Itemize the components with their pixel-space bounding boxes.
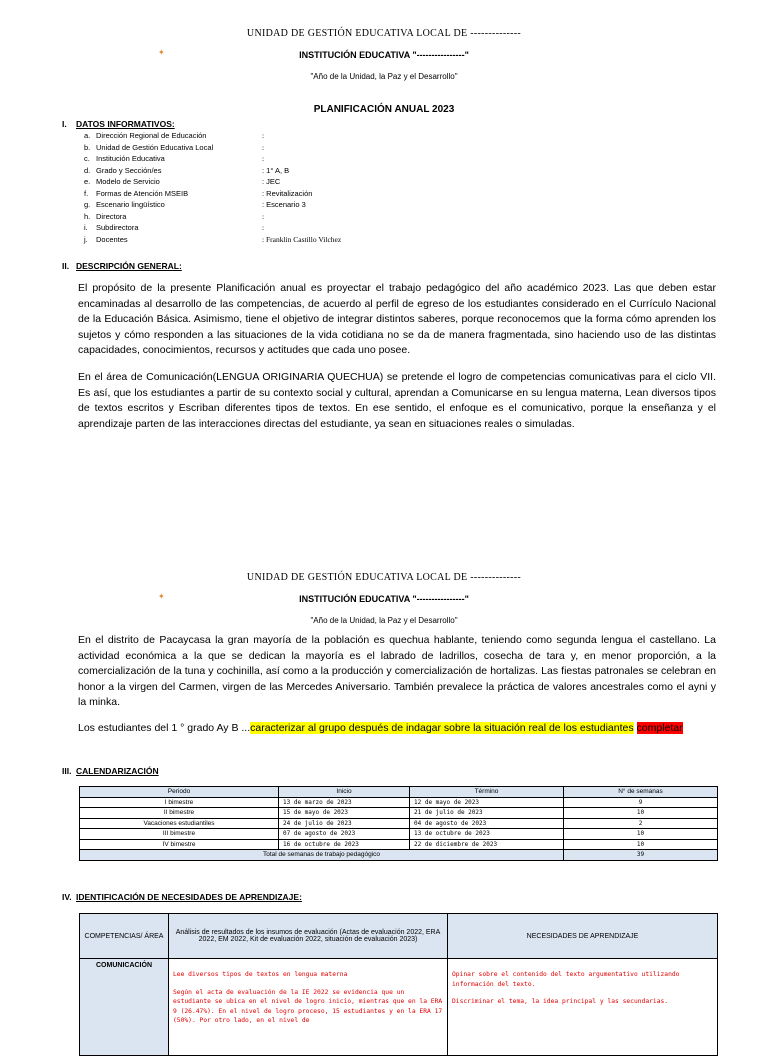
calendar-table xyxy=(79,786,718,861)
cell-semanas: 10 xyxy=(564,839,718,850)
document-title: PLANIFICACIÓN ANUAL 2023 xyxy=(313,104,455,115)
cell-inicio: 16 de octubre de 2023 xyxy=(279,839,410,850)
list-item xyxy=(84,153,341,165)
item-value: : xyxy=(262,131,265,140)
student-characterization-paragraph xyxy=(78,721,716,737)
column-header-necesidades: NECESIDADES DE APRENDIZAJE xyxy=(448,914,718,959)
characterization-text: Los estudiantes del 1 ° grado Ay B ... xyxy=(78,722,251,734)
section-title: CALENDARIZACIÓN xyxy=(76,766,159,776)
item-letter: f. xyxy=(84,188,89,198)
list-item xyxy=(84,199,341,211)
cell-inicio: 13 de marzo de 2023 xyxy=(279,797,410,808)
item-value: : xyxy=(262,142,265,152)
cell-periodo: IV bimestre xyxy=(80,839,279,850)
year-motto: "Año de la Unidad, la Paz y el Desarrollo" xyxy=(310,72,458,81)
item-key: Directora xyxy=(96,211,127,221)
list-item xyxy=(84,222,341,234)
cell-analisis xyxy=(169,959,448,1056)
section-title: DESCRIPCIÓN GENERAL: xyxy=(76,261,182,271)
cell-area: COMUNICACIÓN xyxy=(80,959,169,1056)
list-item xyxy=(84,130,341,142)
item-key: Grado y Sección/es xyxy=(96,165,162,175)
section-number: III. xyxy=(62,766,72,776)
list-item xyxy=(84,142,341,154)
item-key: Institución Educativa xyxy=(96,154,165,163)
item-letter: i. xyxy=(84,223,88,232)
table-row xyxy=(80,808,718,819)
section-datos-informativos-heading xyxy=(62,119,175,129)
item-letter: c. xyxy=(84,154,90,163)
column-header-termino: Término xyxy=(410,787,564,798)
item-letter: h. xyxy=(84,211,91,221)
table-header-row xyxy=(80,787,718,798)
ugel-header: UNIDAD DE GESTIÓN EDUCATIVA LOCAL DE -------------- xyxy=(246,572,522,583)
ugel-header: UNIDAD DE GESTIÓN EDUCATIVA LOCAL DE -------------- xyxy=(246,28,522,39)
item-value: : xyxy=(262,223,265,232)
section-number: IV. xyxy=(62,892,72,902)
list-item xyxy=(84,211,341,223)
cell-termino: 04 de agosto de 2023 xyxy=(410,818,564,829)
section-number: I. xyxy=(62,119,67,129)
cell-semanas: 10 xyxy=(564,808,718,819)
school-logo-icon: ✦ xyxy=(158,48,165,57)
learning-needs-table xyxy=(79,913,718,1056)
cell-termino: 13 de octubre de 2023 xyxy=(410,829,564,840)
cell-semanas: 9 xyxy=(564,797,718,808)
cell-periodo: I bimestre xyxy=(80,797,279,808)
column-header-periodo: Periodo xyxy=(80,787,279,798)
item-value: : 1° A, B xyxy=(262,165,290,175)
cell-periodo: Vacaciones estudiantiles xyxy=(80,818,279,829)
cell-periodo: III bimestre xyxy=(80,829,279,840)
column-header-competencias: COMPETENCIAS/ ÁREA xyxy=(80,914,169,959)
table-row xyxy=(80,959,718,1056)
item-key: Subdirectora xyxy=(96,223,139,232)
item-letter: a. xyxy=(84,131,91,140)
table-total-row xyxy=(80,850,718,861)
section-number: II. xyxy=(62,261,70,271)
column-header-inicio: Inicio xyxy=(279,787,410,798)
item-value: : xyxy=(262,154,265,163)
learning-need: Opinar sobre el contenido del texto argumentativo utilizando información del texto. xyxy=(452,971,680,988)
description-paragraph-2: En el área de Comunicación(LENGUA ORIGINARIA QUECHUA) se pretende el logro de competencias comunicativas para el ciclo VII. Es así, que los estudiantes a partir de su contexto social y cultural, aprendan a Comunicarse en su lengua materna, Lean diversos tipos de textos escritos y Escriban diferentes tipos de textos. En ese sentido, el enfoque es el comunicativo, porque la enseñanza y el aprendizaje parten de las interacciones directas del estudiante, ya sean en situaciones reales o simuladas. xyxy=(78,371,716,430)
item-key: Dirección Regional de Educación xyxy=(96,131,207,140)
item-letter: j. xyxy=(84,234,88,244)
section-descripcion-general-heading xyxy=(62,261,182,271)
item-key: Unidad de Gestión Educativa Local xyxy=(96,142,214,152)
item-value: : JEC xyxy=(262,177,281,186)
cell-inicio: 07 de agosto de 2023 xyxy=(279,829,410,840)
cell-inicio: 24 de julio de 2023 xyxy=(279,818,410,829)
section-title: IDENTIFICACIÓN DE NECESIDADES DE APRENDIZAJE: xyxy=(76,892,302,902)
section-title: DATOS INFORMATIVOS: xyxy=(76,119,175,129)
table-row xyxy=(80,797,718,808)
item-letter: e. xyxy=(84,177,91,186)
item-value: : Franklin Castillo Vilchez xyxy=(262,234,342,244)
school-logo-icon: ✦ xyxy=(158,592,165,601)
cell-necesidades xyxy=(448,959,718,1056)
cell-termino: 21 de julio de 2023 xyxy=(410,808,564,819)
total-value: 39 xyxy=(564,850,718,861)
item-key: Formas de Atención MSEIB xyxy=(96,188,189,198)
section-necesidades-heading xyxy=(62,892,302,902)
context-paragraph: En el distrito de Pacaycasa la gran mayoría de la población es quechua hablante, teniendo como segunda lengua el castellano. La actividad económica a la que se dedican la mayoría es el labrado de ladrillos, cosecha de tara y, en menor proporción, a la comercialización de la tuna y cochinilla, así como a la producción y comercialización de hortalizas. Las fiestas patronales se celebran en honor a la virgen del Carmen, virgen de las Mercedes Aniversario. También prevalece la práctica de valores ancestrales como el ayni y la minka. xyxy=(78,634,716,708)
item-letter: b. xyxy=(84,142,91,152)
datos-informativos-list xyxy=(84,130,341,245)
list-item xyxy=(84,188,341,200)
cell-termino: 22 de diciembre de 2023 xyxy=(410,839,564,850)
list-item xyxy=(84,165,341,177)
analysis-results: Según el acta de evaluación de la IE 2022 se evidencia que un estudiante se ubica en el nivel de logro inicio, mientras que en la ERA 9 (26.47%). En el nivel de logro proceso, 15 estudiantes y en la ERA 17 (50%). Por otro lado, en el nivel de xyxy=(173,988,443,1024)
institution-header: INSTITUCIÓN EDUCATIVA "----------------" xyxy=(299,594,469,604)
column-header-analisis: Análisis de resultados de los insumos de evaluación (Actas de evaluación 2022, ERA 2022, EM 2022, Kit de evaluación 2022, situación de evaluación 2023) xyxy=(169,914,448,959)
total-label: Total de semanas de trabajo pedagógico xyxy=(80,850,564,861)
analysis-competency: Lee diversos tipos de textos en lengua materna xyxy=(173,971,348,978)
column-header-semanas: N° de semanas xyxy=(564,787,718,798)
cell-termino: 12 de mayo de 2023 xyxy=(410,797,564,808)
cell-periodo: II bimestre xyxy=(80,808,279,819)
list-item xyxy=(84,234,341,246)
cell-semanas: 2 xyxy=(564,818,718,829)
cell-semanas: 10 xyxy=(564,829,718,840)
table-row xyxy=(80,829,718,840)
item-key: Modelo de Servicio xyxy=(96,177,160,186)
year-motto: "Año de la Unidad, la Paz y el Desarrollo" xyxy=(310,616,458,625)
item-letter: g. xyxy=(84,200,91,209)
item-key: Escenario lingüístico xyxy=(96,200,165,209)
highlighted-complete-note: completar xyxy=(636,722,683,734)
highlighted-instruction: caracterizar al grupo después de indagar sobre la situación real de los estudiantes xyxy=(250,722,634,734)
description-paragraph-1: El propósito de la presente Planificación anual es proyectar el trabajo pedagógico del año académico 2023. Las que deben estar encaminadas al desarrollo de las competencias, de acuerdo al perfil de egreso de los estudiantes considerado en el Currículo Nacional de la Educación Básica. Asimismo, tiene el objetivo de integrar distintos saberes, porque reconocemos que la forma cómo aprenden los sujetos y cómo responden a las situaciones de la vida cotidiana no se da de manera fragmentada, sino haciendo uso de las distintas capacidades, conocimientos, recursos y actitudes que cada uno posee. xyxy=(78,282,716,356)
item-value: : Escenario 3 xyxy=(262,200,306,209)
institution-header: INSTITUCIÓN EDUCATIVA "----------------" xyxy=(299,50,469,60)
item-key: Docentes xyxy=(96,234,128,244)
section-calendarizacion-heading xyxy=(62,766,159,776)
cell-inicio: 15 de mayo de 2023 xyxy=(279,808,410,819)
list-item xyxy=(84,176,341,188)
table-row xyxy=(80,818,718,829)
learning-need: Discriminar el tema, la idea principal y las secundarias. xyxy=(452,998,669,1005)
item-value: : xyxy=(262,211,265,221)
item-value: : Revitalización xyxy=(262,188,313,198)
item-letter: d. xyxy=(84,165,91,175)
table-row xyxy=(80,839,718,850)
table-header-row xyxy=(80,914,718,959)
